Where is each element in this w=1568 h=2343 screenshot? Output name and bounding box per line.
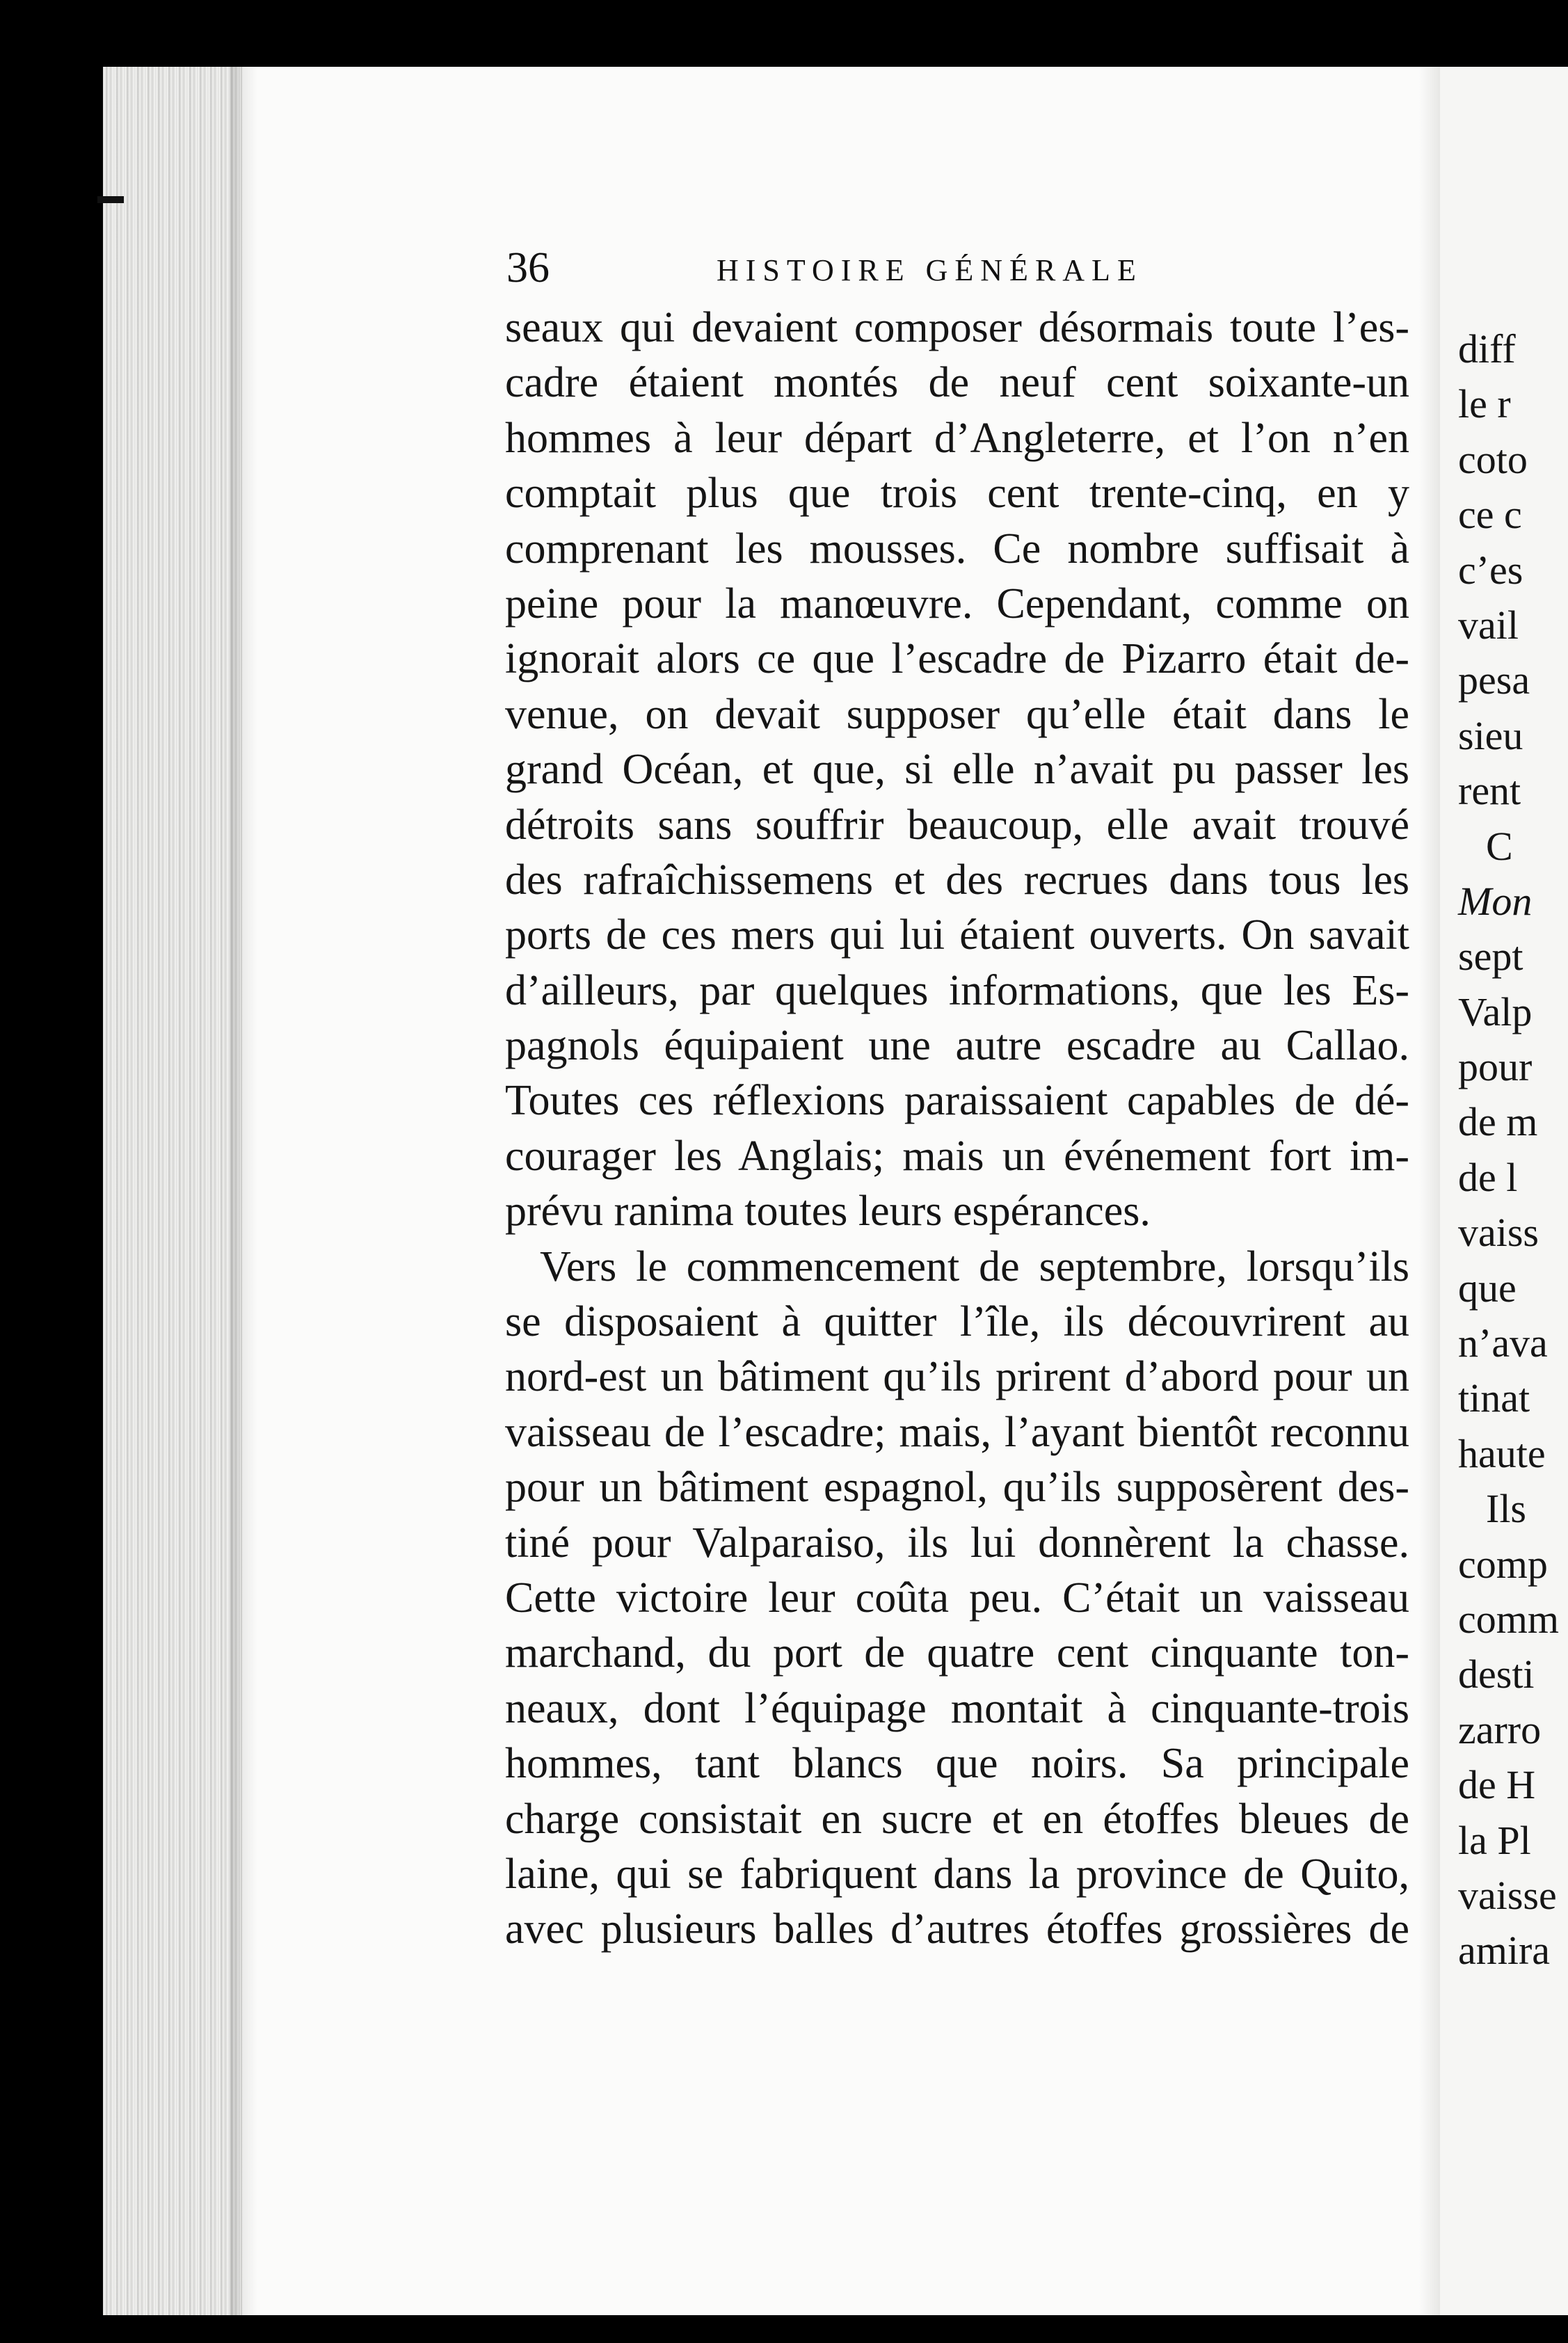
text-line: venue, on devait supposer qu’elle était dans le: [505, 690, 1409, 738]
right-text-fragment: sieu: [1458, 712, 1523, 758]
text-line: hommes, tant blancs que noirs. Sa principale: [505, 1740, 1409, 1788]
paragraph-end-line: prévu ranima toutes leurs espérances.: [505, 1188, 1151, 1236]
right-text-fragment: pour: [1458, 1044, 1533, 1090]
right-text-fragment: vaisse: [1458, 1872, 1557, 1918]
text-line: peine pour la manœuvre. Cependant, comme on: [505, 579, 1409, 627]
right-text-fragment: C: [1486, 823, 1513, 869]
page-edge-strip: [103, 67, 242, 2315]
right-text-fragment: vaiss: [1458, 1210, 1539, 1256]
running-head: HISTOIRE GÉNÉRALE: [717, 253, 1143, 287]
text-line: neaux, dont l’équipage montait à cinquante-trois: [505, 1684, 1409, 1732]
text-line: seaux qui devaient composer désormais toute l’es-: [505, 304, 1409, 351]
right-text-fragment: tinat: [1458, 1375, 1530, 1421]
right-text-fragment: de H: [1458, 1762, 1536, 1808]
right-text-fragment: n’ava: [1458, 1320, 1548, 1366]
right-text-fragment: le r: [1458, 381, 1511, 427]
text-line: pagnols équipaient une autre escadre au Callao.: [505, 1022, 1409, 1070]
scan-mark: [97, 196, 124, 203]
page-header: [506, 243, 1411, 292]
right-text-fragment: Valp: [1458, 989, 1533, 1034]
page-edge-shadow: [230, 67, 257, 2315]
right-text-fragment: coto: [1458, 436, 1528, 482]
text-line: hommes à leur départ d’Angleterre, et l’on n’en: [505, 414, 1409, 462]
text-line: pour un bâtiment espagnol, qu’ils supposèrent des-: [505, 1464, 1409, 1512]
right-text-fragment: sept: [1458, 934, 1523, 979]
text-line: avec plusieurs balles d’autres étoffes grossières de: [505, 1905, 1409, 1953]
text-line: laine, qui se fabriquent dans la province de Quito,: [505, 1850, 1409, 1898]
right-text-fragment: la Pl: [1458, 1817, 1531, 1863]
right-text-fragment: Ils: [1486, 1486, 1526, 1532]
text-line: ignorait alors ce que l’escadre de Pizarro était de-: [505, 635, 1409, 683]
text-line: marchand, du port de quatre cent cinquante ton-: [505, 1629, 1409, 1677]
text-line: se disposaient à quitter l’île, ils découvrirent au: [505, 1298, 1409, 1346]
right-text-fragment: zarro: [1458, 1706, 1542, 1752]
page-number: 36: [506, 244, 550, 291]
right-text-fragment: de m: [1458, 1099, 1538, 1145]
text-line: tiné pour Valparaiso, ils lui donnèrent la chasse.: [505, 1519, 1409, 1567]
text-line: comptait plus que trois cent trente-cinq, en y: [505, 470, 1409, 518]
right-text-fragment: amira: [1458, 1928, 1551, 1974]
text-line: grand Océan, et que, si elle n’avait pu passer les: [505, 746, 1409, 794]
right-text-fragment: Mon: [1458, 878, 1533, 924]
text-line: des rafraîchissemens et des recrues dans tous les: [505, 856, 1409, 904]
right-text-fragment: que: [1458, 1265, 1517, 1311]
body-text: [505, 301, 1409, 1958]
right-text-fragment: desti: [1458, 1652, 1535, 1697]
text-line: vaisseau de l’escadre; mais, l’ayant bientôt reconnu: [505, 1408, 1409, 1456]
right-text-fragment: de l: [1458, 1154, 1518, 1200]
right-text-fragment: comm: [1458, 1596, 1559, 1642]
text-line: cadre étaient montés de neuf cent soixante-un: [505, 359, 1409, 407]
right-page-text-fragments: [1458, 321, 1568, 1978]
paragraph-start-line: Vers le commencement de septembre, lorsqu’ils: [540, 1242, 1409, 1290]
right-text-fragment: pesa: [1458, 657, 1530, 703]
text-line: courager les Anglais; mais un événement fort im-: [505, 1132, 1409, 1180]
text-line: charge consistait en sucre et en étoffes bleues de: [505, 1795, 1409, 1843]
text-line: Toutes ces réflexions paraissaient capables de dé-: [505, 1077, 1409, 1125]
right-text-fragment: haute: [1458, 1430, 1546, 1476]
text-line: Cette victoire leur coûta peu. C’était un vaisseau: [505, 1574, 1409, 1622]
text-line: ports de ces mers qui lui étaient ouverts. On savait: [505, 911, 1409, 959]
text-line: comprenant les mousses. Ce nombre suffisait à: [505, 525, 1409, 573]
right-text-fragment: diff: [1458, 326, 1516, 371]
text-line: d’ailleurs, par quelques informations, que les Es-: [505, 966, 1409, 1014]
right-text-fragment: c’es: [1458, 547, 1523, 593]
right-text-fragment: comp: [1458, 1541, 1548, 1587]
text-line: nord-est un bâtiment qu’ils prirent d’abord pour un: [505, 1353, 1409, 1401]
text-line: détroits sans souffrir beaucoup, elle avait trouvé: [505, 801, 1409, 849]
right-text-fragment: ce c: [1458, 492, 1522, 538]
right-text-fragment: vail: [1458, 602, 1519, 648]
right-text-fragment: rent: [1458, 768, 1521, 814]
